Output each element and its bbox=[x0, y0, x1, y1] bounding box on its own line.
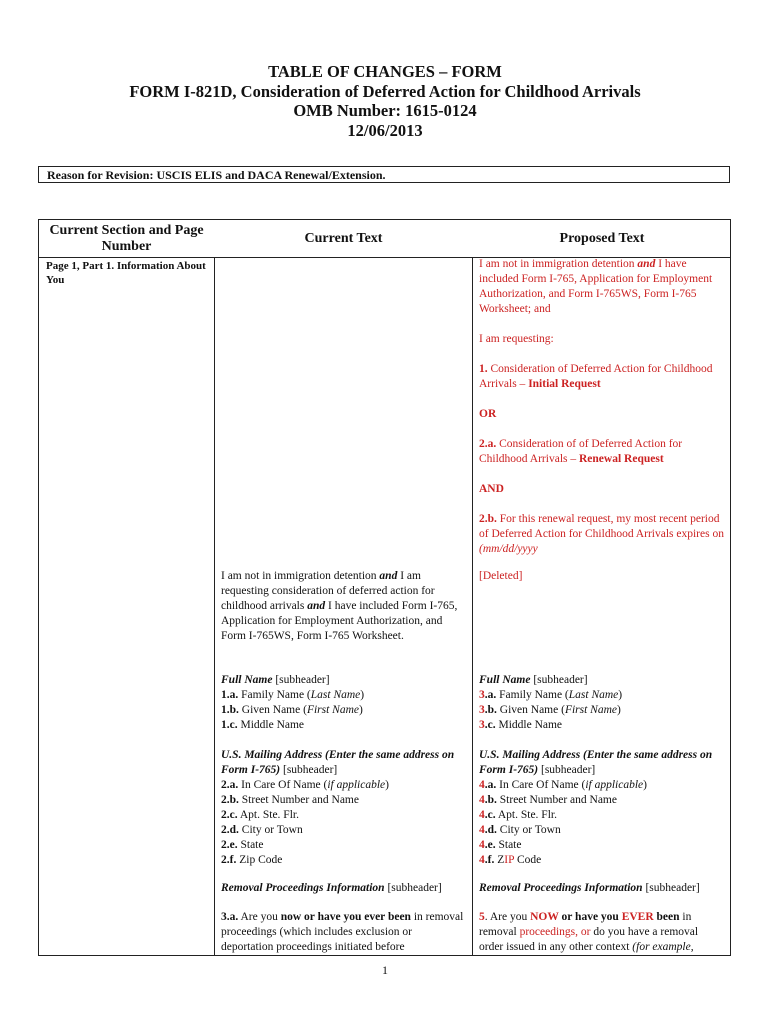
document-header bbox=[0, 62, 770, 140]
mailing-subheader: U.S. Mailing Address (Enter the same address on Form I-765) [subheader] bbox=[479, 749, 713, 776]
column-divider bbox=[472, 220, 473, 955]
proposed-and: AND bbox=[479, 483, 504, 495]
list-item: 1.b. Given Name (First Name) bbox=[221, 704, 363, 716]
fullname-subheader: Full Name [subheader] bbox=[221, 674, 330, 686]
header-current-text: Current Text bbox=[304, 230, 383, 246]
list-item: 4.c. Apt. Ste. Flr. bbox=[479, 809, 557, 821]
list-item: 1.a. Family Name (Last Name) bbox=[221, 689, 365, 701]
proposed-mailing-block bbox=[479, 748, 724, 868]
mailing-subheader: U.S. Mailing Address (Enter the same address on Form I-765) [subheader] bbox=[221, 749, 455, 776]
doc-title: TABLE OF CHANGES – FORM bbox=[268, 62, 502, 81]
proposed-removal-question: 5. Are you NOW or have you EVER been in removal proceedings, or do you have a removal order issued in any other context (for example, bbox=[479, 911, 699, 953]
changes-table bbox=[38, 219, 731, 956]
current-removal-subheader: Removal Proceedings Information [subheader] bbox=[221, 882, 442, 894]
proposed-detention-text: I am not in immigration detention and I have included Form I-765, Application for Employment Authorization, and Form I-765WS, Form I-765 Worksheet; and bbox=[479, 258, 713, 315]
proposed-intro bbox=[479, 257, 724, 557]
doc-date: 12/06/2013 bbox=[347, 120, 423, 140]
list-item: 2.c. Apt. Ste. Flr. bbox=[221, 809, 299, 821]
table-header-row bbox=[39, 220, 730, 258]
fullname-subheader: Full Name [subheader] bbox=[479, 674, 588, 686]
header-section: Current Section and Page Number bbox=[49, 222, 204, 254]
list-item: 4.d. City or Town bbox=[479, 824, 561, 836]
proposed-option-2b: 2.b. For this renewal request, my most recent period of Deferred Action for Childhood Arrivals expires on (mm/dd/yyyy bbox=[479, 513, 724, 555]
current-fullname-block bbox=[221, 673, 466, 733]
list-item: 4.b. Street Number and Name bbox=[479, 794, 617, 806]
proposed-deleted: [Deleted] bbox=[479, 570, 523, 582]
list-item: 2.f. Zip Code bbox=[221, 854, 283, 866]
header-proposed-text: Proposed Text bbox=[559, 230, 645, 246]
section-label: Page 1, Part 1. Information About You bbox=[46, 260, 206, 286]
list-item: 4.e. State bbox=[479, 839, 522, 851]
current-mailing-block bbox=[221, 748, 466, 868]
list-item: 3.a. Family Name (Last Name) bbox=[479, 689, 623, 701]
list-item: 4.a. In Care Of Name (if applicable) bbox=[479, 779, 647, 791]
proposed-removal-subheader: Removal Proceedings Information [subheader] bbox=[479, 882, 700, 894]
omb-number: OMB Number: 1615-0124 bbox=[293, 101, 477, 120]
page-number: 1 bbox=[382, 963, 388, 977]
proposed-fullname-block bbox=[479, 673, 724, 733]
proposed-option-2a: 2.a. Consideration of of Deferred Action for Childhood Arrivals – Renewal Request bbox=[479, 438, 683, 465]
form-title: FORM I-821D, Consideration of Deferred Action for Childhood Arrivals bbox=[129, 81, 641, 101]
list-item: 2.a. In Care Of Name (if applicable) bbox=[221, 779, 389, 791]
proposed-requesting: I am requesting: bbox=[479, 333, 554, 345]
proposed-option-1: 1. Consideration of Deferred Action for Childhood Arrivals – Initial Request bbox=[479, 363, 713, 390]
proposed-or: OR bbox=[479, 408, 497, 420]
list-item: 3.c. Middle Name bbox=[479, 719, 563, 731]
list-item: 2.b. Street Number and Name bbox=[221, 794, 359, 806]
list-item: 4.f. ZIP Code bbox=[479, 854, 542, 866]
current-detention-text: I am not in immigration detention and I am requesting consideration of deferred action for childhood arrivals and I have included Form I-765, Application for Employment Authorization, and Form I-765WS, Form I-765 Worksheet. bbox=[221, 570, 458, 642]
list-item: 3.b. Given Name (First Name) bbox=[479, 704, 621, 716]
list-item: 2.e. State bbox=[221, 839, 264, 851]
list-item: 2.d. City or Town bbox=[221, 824, 303, 836]
reason-for-revision: Reason for Revision: USCIS ELIS and DACA Renewal/Extension. bbox=[38, 166, 730, 183]
list-item: 1.c. Middle Name bbox=[221, 719, 305, 731]
column-divider bbox=[214, 220, 215, 955]
current-removal-question: 3.a. Are you now or have you ever been in removal proceedings (which includes exclusion or deportation proceedings initiated before bbox=[221, 911, 464, 953]
